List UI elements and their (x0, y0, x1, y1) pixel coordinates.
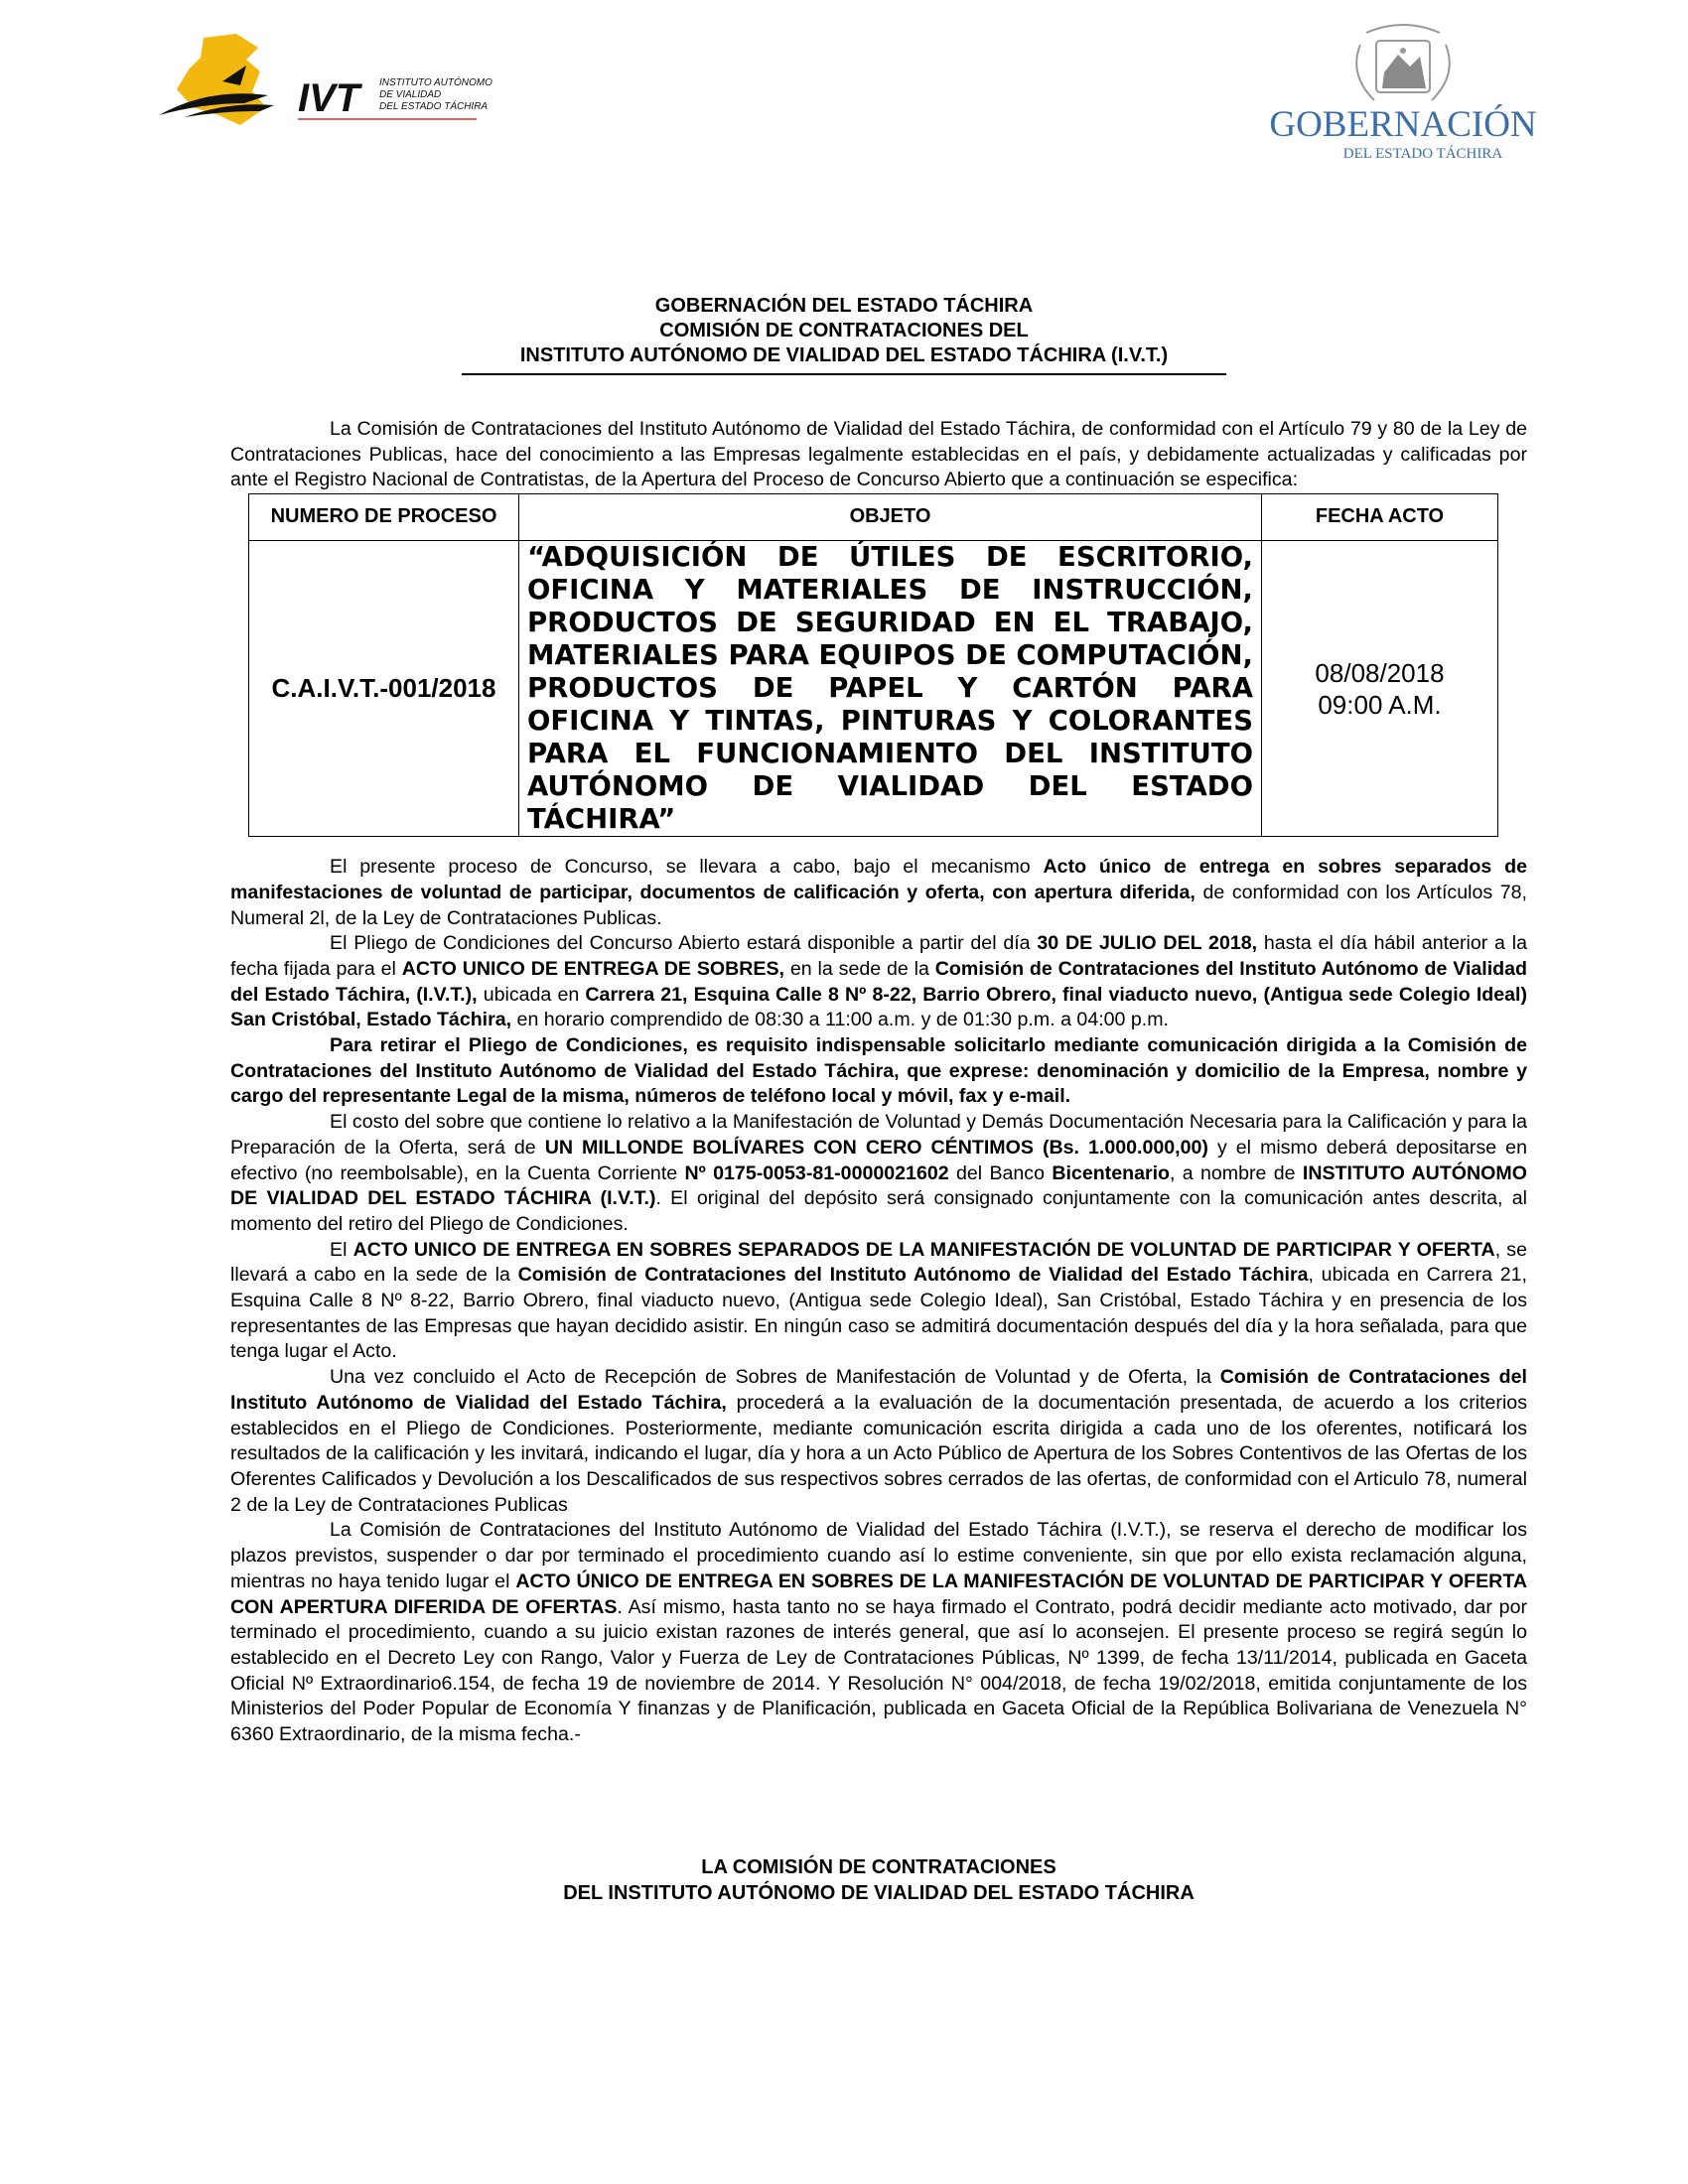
paragraph-reserva (230, 1518, 1527, 1747)
paragraph-evaluacion (230, 1365, 1527, 1518)
p4-text-e: del Banco (948, 1161, 1053, 1184)
table-row (249, 541, 1498, 837)
signature-block (230, 1854, 1527, 1906)
p5-text-a: El (330, 1238, 353, 1261)
ivt-line-1: INSTITUTO AUTÓNOMO (379, 77, 492, 88)
p4-text-a: El costo del sobre que contiene lo relativo a la Manifestación de Voluntad y Demás Documentación Necesaria para la Calificación y para la Preparación de la Oferta, será de (230, 1111, 1527, 1159)
gobernacion-logo (1249, 15, 1557, 164)
gobernacion-title: GOBERNACIÓN (1269, 104, 1537, 145)
p2-bold-f: Comisión de Contrataciones del Instituto Autónomo de Vialidad del Estado Táchira, (I.V.T.), (230, 957, 1528, 1006)
p2-bold-b: 30 DE JULIO DEL 2018, (1037, 932, 1258, 955)
gobernacion-subtitle: DEL ESTADO TÁCHIRA (1342, 146, 1503, 162)
p4-text-g: , a nombre de (1170, 1161, 1303, 1184)
signature-line-2: DEL INSTITUTO AUTÓNOMO DE VIALIDAD DEL ESTADO TÁCHIRA (563, 1882, 1195, 1904)
p2-text-i: en horario comprendido de 08:30 a 11:00 a.m. y de 01:30 p.m. a 04:00 p.m. (511, 1009, 1170, 1031)
paragraph-mechanism (230, 855, 1527, 931)
signature-line-1: LA COMISIÓN DE CONTRATACIONES (701, 1856, 1056, 1878)
paragraph-pliego (230, 931, 1527, 1033)
p2-text-g: ubicada en (477, 983, 586, 1006)
paragraph-costo (230, 1110, 1527, 1238)
header-objeto: OBJETO (519, 494, 1262, 541)
gobernacion-emblem (1249, 15, 1557, 164)
p2-bold-h: Carrera 21, Esquina Calle 8 Nº 8-22, Barrio Obrero, final viaducto nuevo, (Antigua sede Colegio Ideal) San Cristóbal, Estado Táchira, (230, 983, 1527, 1031)
ivt-line-3: DEL ESTADO TÁCHIRA (379, 101, 489, 112)
p4-text-c: y el mismo deberá depositarse en efectivo (no reembolsable), en la Cuenta Corriente (230, 1136, 1527, 1184)
ivt-emblem (149, 30, 492, 139)
p5-bold-d: Comisión de Contrataciones del Instituto Autónomo de Vialidad del Estado Táchira (517, 1264, 1309, 1287)
intro-paragraph: La Comisión de Contrataciones del Instituto Autónomo de Vialidad del Estado Táchira, de conformidad con el Artículo 79 y 80 de la Ley de Contrataciones Publicas, hace del conocimiento a las Empresas legalmente establecidas en el país, y debidamente actualizadas y calificadas por ante el Registro Nacional de Contratistas, de la Apertura del Proceso de Concurso Abierto que a continuación se especifica: (230, 418, 1527, 491)
p2-text-a: El Pliego de Condiciones del Concurso Abierto estará disponible a partir del día (330, 932, 1038, 955)
ivt-line-2: DE VIALIDAD (379, 89, 442, 100)
p7-bold-b: ACTO ÚNICO DE ENTREGA EN SOBRES DE LA MANIFESTACIÓN DE VOLUNTAD DE PARTICIPAR Y OFERTA CON APERTURA DIFERIDA DE OFERTAS (230, 1570, 1527, 1618)
header-divider (462, 371, 1226, 375)
header-proceso: NUMERO DE PROCESO (249, 494, 519, 541)
p4-bold-b: UN MILLONDE BOLÍVARES CON CERO CÉNTIMOS (Bs. 1.000.000,00) (544, 1136, 1208, 1159)
p1-text-c: de conformidad con los Artículos 78, Numeral 2l, de la Ley de Contrataciones Publicas. (230, 881, 1527, 929)
header-fecha: FECHA ACTO (1262, 494, 1498, 541)
document-header (230, 294, 1458, 375)
p1-bold-b: Acto único de entrega en sobres separados de manifestaciones de voluntad de participar, documentos de calificación y oferta, con apertura diferida, (230, 856, 1527, 903)
table-header-row (249, 494, 1498, 541)
process-number: C.A.I.V.T.-001/2018 (249, 541, 519, 837)
ivt-mark-text: IVT (298, 76, 360, 120)
p6-text-c: procederá a la evaluación de la documentación presentada, de acuerdo a los criterios establecidos en el Pliego de Condiciones. Posteriormente, mediante comunicación escrita dirigida a cada uno de los oferentes, notificará los resultados de la calificación y les invitará, indicando el lugar, día y hora a un Acto Público de Apertura de los Sobres Contentivos de las Ofertas de los Oferentes Calificados y Devolución a los Descalificados de sus respectivos sobres cerrados de las ofertas, de conformidad con el Articulo 78, numeral 2 de la Ley de Contrataciones Publicas (230, 1391, 1528, 1516)
p7-text-c: . Así mismo, hasta tanto no se haya firmado el Contrato, podrá decidir mediante acto motivado, dar por terminado el procedimiento, cuando a su juicio existan razones de interés general, que así lo aconsejen. El presente proceso se regirá según lo establecido en el Decreto Ley con Rango, Valor y Fuerza de Ley de Contrataciones Públicas, Nº 1399, de fecha 13/11/2014, publicada en Gaceta Oficial Nº Extraordinario6.154, de fecha 19 de noviembre de 2014. Y Resolución N° 004/2018, de fecha 19/02/2018, emitida conjuntamente de los Ministerios del Poder Popular de Economía Y finanzas y de Planificación, publicada en Gaceta Oficial de la República Bolivariana de Venezuela N° 6360 Extraordinario, de la misma fecha.- (230, 1595, 1527, 1746)
p5-bold-b: ACTO UNICO DE ENTREGA EN SOBRES SEPARADOS DE LA MANIFESTACIÓN DE VOLUNTAD DE PARTICIPAR Y OFERTA (352, 1238, 1495, 1261)
p7-text-a: La Comisión de Contrataciones del Instituto Autónomo de Vialidad del Estado Táchira (I.V.T.), se reserva el derecho de modificar los plazos previstos, suspender o dar por terminado el procedimiento cuando así lo estime conveniente, sin que por ello exista reclamación alguna, mientras no haya tenido lugar el (230, 1519, 1527, 1592)
p4-bold-h: INSTITUTO AUTÓNOMO DE VIALIDAD DEL ESTADO TÁCHIRA (I.V.T.) (230, 1161, 1527, 1210)
p4-bold-d: Nº 0175-0053-81-0000021602 (684, 1161, 949, 1184)
p2-bold-d: ACTO UNICO DE ENTREGA DE SOBRES, (401, 957, 785, 980)
process-date-day: 08/08/2018 (1315, 657, 1445, 688)
process-date-time: 09:00 A.M. (1318, 689, 1442, 720)
header-line-3: INSTITUTO AUTÓNOMO DE VIALIDAD DEL ESTADO TÁCHIRA (I.V.T.) (519, 344, 1169, 366)
process-date (1262, 541, 1498, 837)
ivt-logo (149, 30, 492, 139)
p3-bold: Para retirar el Pliego de Condiciones, es requisito indispensable solicitarlo mediante comunicación dirigida a la Comisión de Contrataciones del Instituto Autónomo de Vialidad del Estado Táchira, que exprese: denominación y domicilio de la Empresa, nombre y cargo del representante Legal de la misma, números de teléfono local y móvil, fax y e-mail. (230, 1034, 1527, 1108)
p1-text-a: El presente proceso de Concurso, se llevara a cabo, bajo el mecanismo (330, 856, 1044, 879)
p6-text-a: Una vez concluido el Acto de Recepción de Sobres de Manifestación de Voluntad y de Oferta, la (330, 1366, 1220, 1389)
p5-text-e: , ubicada en Carrera 21, Esquina Calle 8 Nº 8-22, Barrio Obrero, final viaducto nuevo, (Antigua sede Colegio Ideal), San Cristóbal, Estado Táchira y en presencia de los representantes de las Empresas que hayan decidido asistir. En ningún caso se admitirá documentación después del día y la hora señalada, para que tenga lugar el Acto. (230, 1264, 1527, 1363)
paragraph-acto (230, 1238, 1527, 1366)
p2-text-c: hasta el día hábil anterior a la fecha fijada para el (230, 932, 1527, 980)
process-table (248, 493, 1498, 837)
p6-bold-b: Comisión de Contrataciones del Instituto Autónomo de Vialidad del Estado Táchira, (230, 1366, 1527, 1414)
paragraph-requisito (230, 1033, 1527, 1110)
header-line-1: GOBERNACIÓN DEL ESTADO TÁCHIRA (654, 295, 1034, 317)
p4-bold-f: Bicentenario (1052, 1161, 1171, 1184)
header-line-2: COMISIÓN DE CONTRATACIONES DEL (659, 320, 1029, 341)
p4-text-i: . El original del depósito será consignado conjuntamente con la comunicación antes descrita, al momento del retiro del Pliego de Condiciones. (230, 1187, 1527, 1235)
process-object: “ADQUISICIÓN DE ÚTILES DE ESCRITORIO, OFICINA Y MATERIALES DE INSTRUCCIÓN, PRODUCTOS DE SEGURIDAD EN EL TRABAJO, MATERIALES PARA EQUIPOS DE COMPUTACIÓN, PRODUCTOS DE PAPEL Y CARTÓN PARA OFICINA Y TINTAS, PINTURAS Y COLORANTES PARA EL FUNCIONAMIENTO DEL INSTITUTO AUTÓNOMO DE VIALIDAD DEL ESTADO TÁCHIRA” (519, 541, 1262, 837)
p2-text-e: en la sede de la (784, 957, 935, 980)
p5-text-c: , se llevará a cabo en la sede de la (230, 1238, 1527, 1287)
document-body (230, 417, 1527, 1748)
